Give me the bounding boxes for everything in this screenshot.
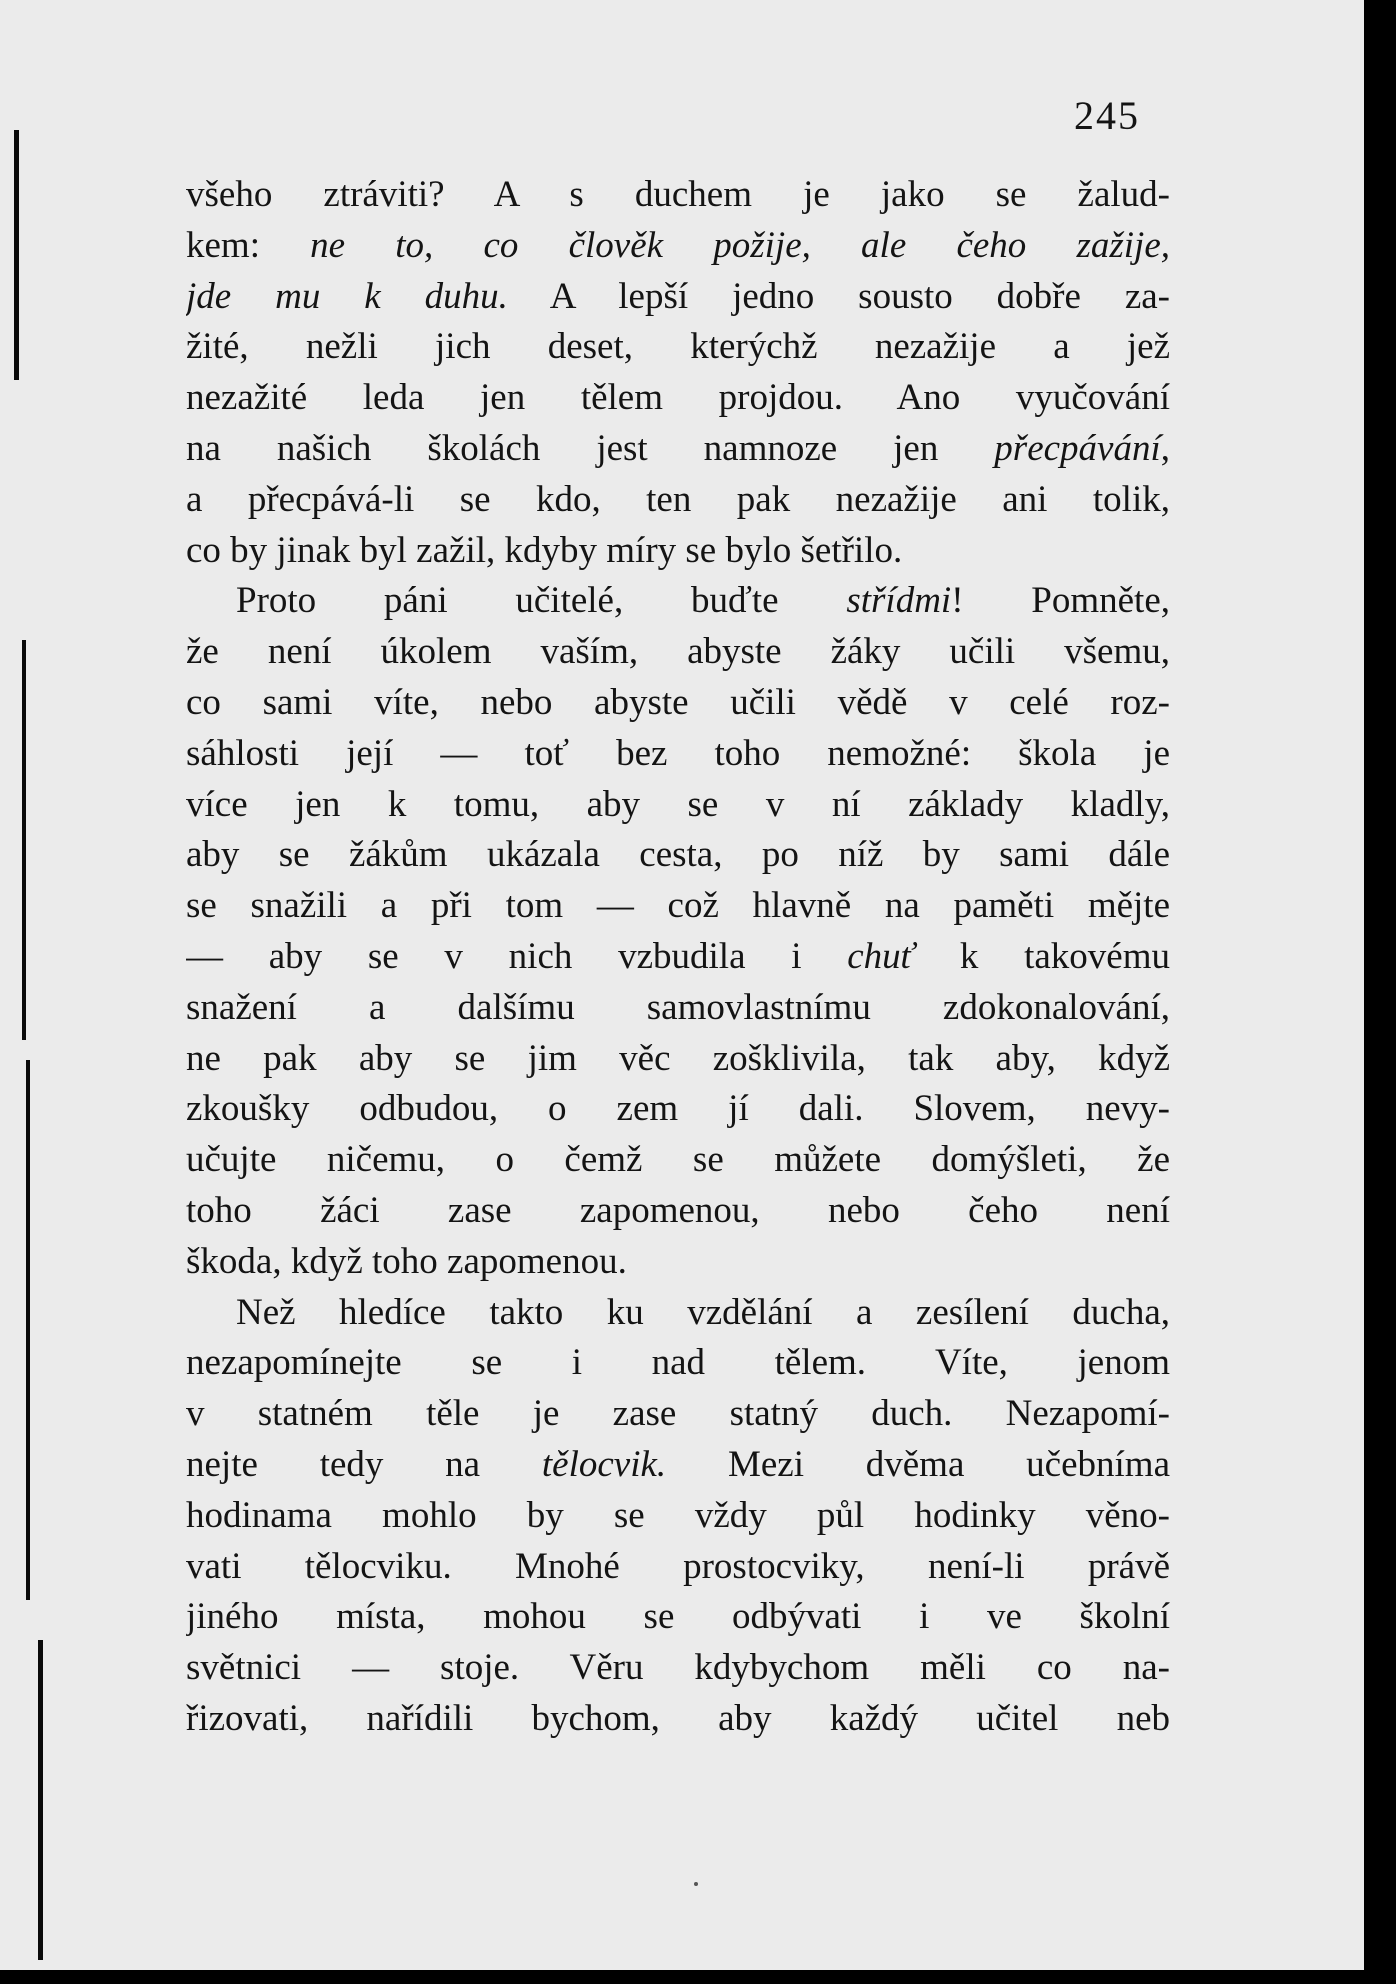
text-segment: A lepší jedno sousto dobře za- [507,275,1170,317]
text-line [186,1440,1170,1491]
text-segment: více jen k tomu, aby se v ní základy kladly, [186,783,1170,825]
text-line [186,780,1170,831]
text-line [186,1389,1170,1440]
italic-phrase: střídmi [846,580,952,622]
text-line [186,272,1170,323]
text-line [186,373,1170,424]
text-segment: učujte ničemu, o čemž se můžete domýšleti, že [186,1139,1170,1181]
text-segment: všeho ztráviti? A s duchem je jako se žalud- [186,174,1170,215]
text-line [186,1694,1170,1745]
text-segment: — aby se v nich vzbudila i [186,935,848,977]
text-line [186,1542,1170,1593]
text-segment: co sami víte, nebo abyste učili vědě v celé roz- [186,681,1170,723]
text-line [186,1491,1170,1542]
text-segment: a přecpává-li se kdo, ten pak nezažije ani tolik, [186,478,1170,520]
text-segment: nezapomínejte se i nad tělem. Víte, jenom [186,1342,1170,1384]
text-line [186,830,1170,881]
text-segment: zkoušky odbudou, o zem jí dali. Slovem, nevy- [186,1088,1170,1130]
text-line [186,424,1170,475]
text-line [186,1135,1170,1186]
text-line [186,1237,1170,1288]
text-segment: , [1160,427,1170,469]
text-line [186,322,1170,373]
text-line [186,881,1170,932]
text-line [186,576,1170,627]
text-line [186,475,1170,526]
text-segment: škoda, když toho zapomenou. [186,1240,627,1282]
italic-phrase: jde mu k duhu. [186,275,508,317]
text-segment: se snažili a při tom — což hlavně na paměti mějte [186,885,1170,927]
text-segment: na našich školách jest namnoze jen [186,427,995,469]
text-segment: Proto páni učitelé, buďte [236,580,847,622]
text-segment: snažení a dalšímu samovlastnímu zdokonalování, [186,986,1170,1028]
text-segment: hodinama mohlo by se vždy půl hodinky věno- [186,1494,1170,1536]
text-segment: k takovému [914,935,1170,977]
text-line [186,170,1170,221]
italic-phrase: tělocvik. [541,1443,667,1485]
text-line [186,1643,1170,1694]
gutter-line [26,1060,30,1600]
page-number: 245 [1074,93,1140,138]
text-segment: nezažité leda jen tělem projdou. Ano vyučování [186,377,1170,419]
italic-phrase: ne to, co člověk požije, ale čeho zažije, [310,224,1170,266]
text-segment: nejte tedy na [186,1443,542,1485]
text-segment: světnici — stoje. Věru kdybychom měli co na- [186,1647,1170,1689]
text-line [186,983,1170,1034]
text-line [186,221,1170,272]
text-line [186,1288,1170,1339]
text-segment: ne pak aby se jim věc zošklivila, tak aby, když [186,1037,1170,1079]
gutter-line [22,640,26,1040]
body-text [186,170,1170,1745]
text-segment: Mezi dvěma učebníma [666,1443,1170,1485]
text-line [186,1592,1170,1643]
text-line [186,729,1170,780]
speck [694,1882,698,1886]
text-segment: ! Pomněte, [951,580,1170,622]
text-line [186,932,1170,983]
text-line [186,627,1170,678]
text-line [186,1084,1170,1135]
text-segment: Než hledíce takto ku vzdělání a zesílení ducha, [236,1291,1170,1333]
text-line [186,1338,1170,1389]
text-segment: aby se žákům ukázala cesta, po níž by sami dále [186,834,1170,876]
text-line [186,1034,1170,1085]
gutter-line [38,1640,43,1960]
text-line [186,526,1170,577]
text-segment: jiného místa, mohou se odbývati i ve školní [186,1596,1170,1638]
text-line [186,1186,1170,1237]
text-segment: řizovati, nařídili bychom, aby každý učitel neb [186,1697,1170,1739]
text-segment: sáhlosti její — toť bez toho nemožné: škola je [186,732,1170,774]
text-segment: vati tělocviku. Mnohé prostocviky, není-li právě [186,1545,1170,1587]
text-segment: toho žáci zase zapomenou, nebo čeho není [186,1189,1170,1231]
text-segment: žité, nežli jich deset, kterýchž nezažije a jež [186,326,1170,368]
text-segment: že není úkolem vaším, abyste žáky učili všemu, [186,631,1170,673]
italic-phrase: chuť [847,935,915,977]
text-segment: co by jinak byl zažil, kdyby míry se bylo šetřilo. [186,529,903,571]
italic-phrase: přecpávání [994,427,1161,469]
text-line [186,678,1170,729]
gutter-line [14,130,19,380]
text-segment: v statném těle je zase statný duch. Nezapomí- [186,1393,1170,1435]
text-segment: kem: [186,224,311,266]
